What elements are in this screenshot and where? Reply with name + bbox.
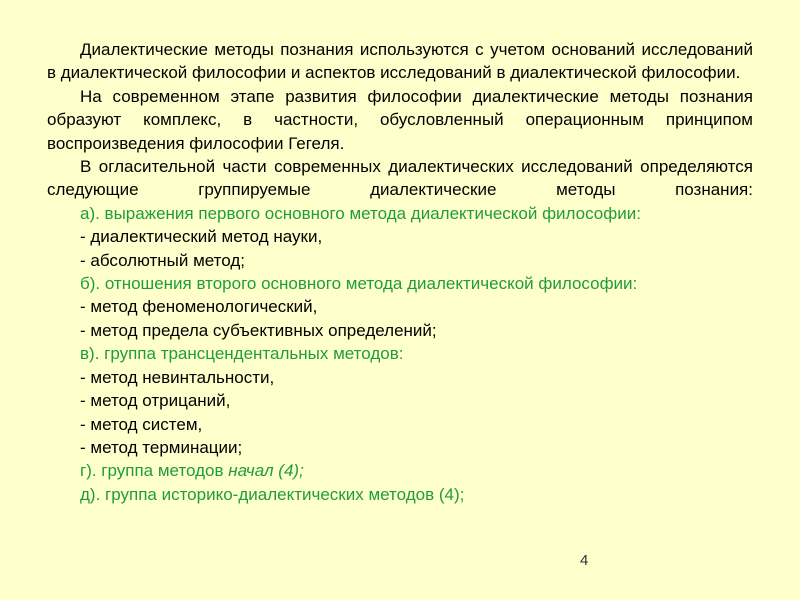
list-item: - метод терминации; <box>80 437 243 457</box>
group-e-heading: д). группа историко-диалектических методов (4); <box>80 484 465 504</box>
list-item: - абсолютный метод; <box>80 250 245 270</box>
page-number: 4 <box>580 552 589 569</box>
paragraph-1: Диалектические методы познания используются с учетом оснований исследований в диалектической философии и аспектов исследований в диалектической философии. <box>47 40 753 83</box>
list-item: - метод отрицаний, <box>80 391 231 411</box>
group-d-prefix: г). группа методов <box>80 461 229 481</box>
methods-list <box>47 202 753 506</box>
group-a-heading: а). выражения первого основного метода диалектической философии: <box>80 203 641 223</box>
list-item: - метод невинтальности, <box>80 367 275 387</box>
paragraph-2: На современном этапе развития философии диалектические методы познания образуют комплекс, в частности, обусловленный операционным принципом воспроизведения философии Гегеля. <box>47 86 753 153</box>
group-c-heading: в). группа трансцендентальных методов: <box>80 344 404 364</box>
list-item: - метод феноменологический, <box>80 297 318 317</box>
group-d-italic: начал (4); <box>228 461 304 481</box>
slide-content <box>47 38 753 506</box>
group-b-heading: б). отношения второго основного метода диалектической философии: <box>80 274 638 294</box>
paragraph-3: В огласительной части современных диалектических исследований определяются следующие группируемые диалектические методы познания: <box>47 157 753 200</box>
list-item: - диалектический метод науки, <box>80 227 323 247</box>
list-item: - метод систем, <box>80 414 203 434</box>
list-item: - метод предела субъективных определений; <box>80 320 437 340</box>
group-d-heading <box>47 459 753 482</box>
